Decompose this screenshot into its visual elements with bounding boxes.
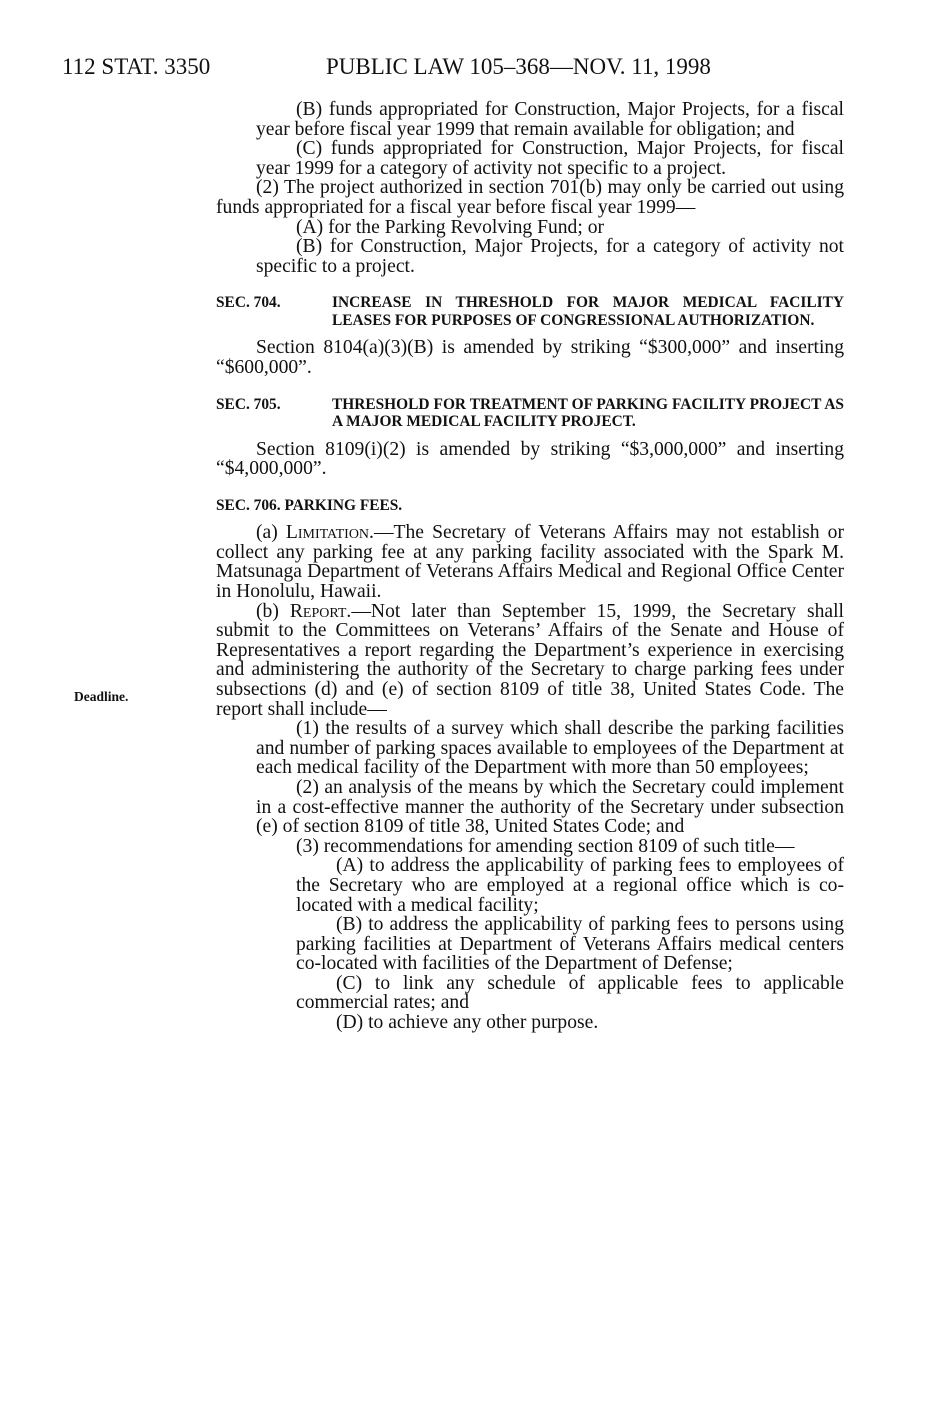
section-704-heading — [216, 294, 844, 329]
paragraph-c-funds: (C) funds appropriated for Construction, Major Projects, for fiscal year 1999 for a category of activity not specific to a project. — [256, 138, 844, 179]
subsection-b-report — [216, 602, 844, 720]
document-body — [216, 100, 844, 1033]
subsection-marker: (a) — [256, 522, 278, 544]
section-number: SEC. 706. — [216, 496, 281, 514]
report-item-1: (1) the results of a survey which shall describe the parking facilities and number of parking spaces available to employees of the Department at each medical facility of the Department with more than 50 employees; — [256, 718, 844, 779]
page-citation: 112 STAT. 3350 — [62, 54, 211, 79]
report-item-3b: (B) to address the applicability of parking fees to persons using parking facilities at Department of Veterans Affairs medical centers co-located with facilities of the Department of Defense; — [296, 914, 844, 975]
report-item-3c: (C) to link any schedule of applicable fees to applicable commercial rates; and — [296, 972, 844, 1014]
section-number: SEC. 704. — [216, 294, 281, 312]
report-item-3: (3) recommendations for amending section 8109 of such title— — [296, 835, 795, 857]
section-705-heading — [216, 396, 844, 431]
running-head — [62, 52, 888, 82]
subsection-heading: Report — [289, 600, 347, 622]
subsection-text: .—The Secretary of Veterans Affairs may not establish or collect any parking fee at any parking facility associated with the Spark M. Matsunaga Department of Veterans Affairs Medical and Regional Office Center in Honolulu, Hawaii. — [216, 522, 844, 602]
section-title: PARKING FEES. — [284, 496, 403, 514]
section-number: SEC. 705. — [216, 395, 281, 413]
section-706-heading — [216, 497, 844, 515]
paragraph-b-funds: (B) funds appropriated for Construction, Major Projects, for a fiscal year before fiscal year 1999 that remain available for obligation; and — [256, 99, 844, 140]
subsection-heading: Limitation — [285, 522, 370, 544]
report-item-2: (2) an analysis of the means by which the Secretary could implement in a cost-effective manner the authority of the Secretary under subsection (e) of section 8109 of title 38, United States Code; and — [256, 776, 844, 838]
paragraph-2a: (A) for the Parking Revolving Fund; or — [296, 216, 605, 238]
paragraph-2: (2) The project authorized in section 701(b) may only be carried out using funds appropriated for a fiscal year before fiscal year 1999— — [216, 177, 844, 218]
section-704-text: Section 8104(a)(3)(B) is amended by striking “$300,000” and inserting “$600,000”. — [216, 337, 844, 378]
section-title: INCREASE IN THRESHOLD FOR MAJOR MEDICAL FACILITY LEASES FOR PURPOSES OF CONGRESSIONAL AUTHORIZATION. — [332, 294, 844, 329]
section-705-text: Section 8109(i)(2) is amended by striking “$3,000,000” and inserting “$4,000,000”. — [216, 438, 844, 480]
paragraph-2b: (B) for Construction, Major Projects, for a category of activity not specific to a project. — [256, 236, 844, 277]
subsection-a-limitation — [216, 523, 844, 601]
section-title: THRESHOLD FOR TREATMENT OF PARKING FACILITY PROJECT AS A MAJOR MEDICAL FACILITY PROJECT. — [332, 395, 844, 431]
law-citation: PUBLIC LAW 105–368—NOV. 11, 1998 — [326, 54, 711, 79]
subsection-text: .—Not later than September 15, 1999, the Secretary shall submit to the Committees on Veterans’ Affairs of the Senate and House of Representatives a report regarding the Department’s experience in exercising and administering the authority of the Secretary to charge parking fees under subsections (d) and (e) of section 8109 of title 38, United States Code. The report shall include— — [216, 600, 844, 720]
report-item-3a: (A) to address the applicability of parking fees to employees of the Secretary who are employed at a regional office which is co-located with a medical facility; — [296, 855, 844, 916]
report-item-3d: (D) to achieve any other purpose. — [336, 1012, 599, 1034]
subsection-marker: (b) — [256, 600, 279, 622]
margin-note-deadline: Deadline. — [74, 689, 129, 704]
